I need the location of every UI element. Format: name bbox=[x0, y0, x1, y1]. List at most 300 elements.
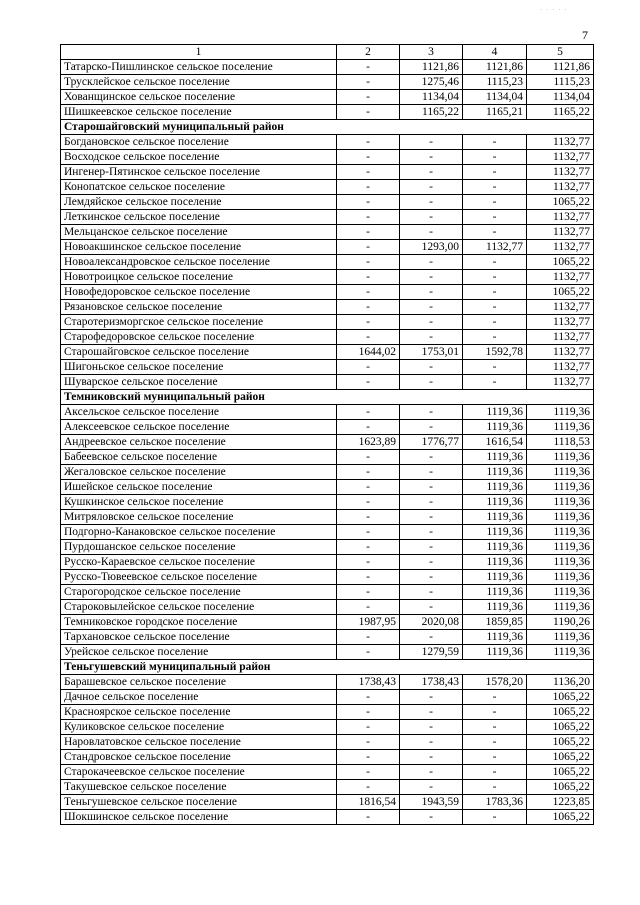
table-row bbox=[61, 465, 594, 480]
table-row bbox=[61, 180, 594, 195]
tariff-value-col-2: - bbox=[337, 285, 400, 300]
table-row bbox=[61, 675, 594, 690]
tariff-value-col-3: - bbox=[400, 630, 463, 645]
tariff-value-col-2: - bbox=[337, 780, 400, 795]
table-row bbox=[61, 135, 594, 150]
tariff-value-col-2: - bbox=[337, 495, 400, 510]
settlement-name: Наровлатовское сельское поселение bbox=[61, 735, 337, 750]
tariff-value-col-4: 1119,36 bbox=[463, 600, 527, 615]
table-row bbox=[61, 735, 594, 750]
tariff-value-col-5: 1119,36 bbox=[527, 630, 594, 645]
settlement-name: Бабеевское сельское поселение bbox=[61, 450, 337, 465]
tariff-value-col-3: - bbox=[400, 270, 463, 285]
tariff-value-col-5: 1165,22 bbox=[527, 105, 594, 120]
tariff-value-col-4: 1119,36 bbox=[463, 525, 527, 540]
tariff-value-col-2: - bbox=[337, 630, 400, 645]
tariff-value-col-2: - bbox=[337, 585, 400, 600]
tariff-value-col-3: - bbox=[400, 165, 463, 180]
tariff-value-col-4: 1616,54 bbox=[463, 435, 527, 450]
tariff-value-col-4: 1119,36 bbox=[463, 465, 527, 480]
settlement-name: Тархановское сельское поселение bbox=[61, 630, 337, 645]
tariff-value-col-3: - bbox=[400, 360, 463, 375]
tariff-value-col-5: 1065,22 bbox=[527, 705, 594, 720]
tariff-value-col-5: 1132,77 bbox=[527, 165, 594, 180]
table-row bbox=[61, 585, 594, 600]
tariff-value-col-5: 1132,77 bbox=[527, 360, 594, 375]
tariff-value-col-3: - bbox=[400, 375, 463, 390]
settlement-name: Подгорно-Канаковское сельское поселение bbox=[61, 525, 337, 540]
tariff-value-col-3: - bbox=[400, 780, 463, 795]
tariff-value-col-4: 1119,36 bbox=[463, 420, 527, 435]
tariff-value-col-5: 1119,36 bbox=[527, 555, 594, 570]
tariff-value-col-2: - bbox=[337, 195, 400, 210]
settlement-name: Старошайговское сельское поселение bbox=[61, 345, 337, 360]
tariff-value-col-3: - bbox=[400, 510, 463, 525]
tariff-value-col-3: 1943,59 bbox=[400, 795, 463, 810]
tariff-value-col-5: 1132,77 bbox=[527, 345, 594, 360]
tariff-value-col-3: - bbox=[400, 195, 463, 210]
district-name: Теньгушевский муниципальный район bbox=[61, 660, 594, 675]
settlement-name: Старофедоровское сельское поселение bbox=[61, 330, 337, 345]
table-row bbox=[61, 255, 594, 270]
tariff-table bbox=[60, 44, 594, 825]
tariff-value-col-3: - bbox=[400, 330, 463, 345]
settlement-name: Шигоньское сельское поселение bbox=[61, 360, 337, 375]
table-row bbox=[61, 555, 594, 570]
tariff-value-col-5: 1119,36 bbox=[527, 525, 594, 540]
tariff-value-col-5: 1132,77 bbox=[527, 240, 594, 255]
tariff-value-col-2: - bbox=[337, 525, 400, 540]
tariff-value-col-4: 1119,36 bbox=[463, 510, 527, 525]
tariff-value-col-2: 1623,89 bbox=[337, 435, 400, 450]
table-row bbox=[61, 150, 594, 165]
tariff-value-col-4: - bbox=[463, 360, 527, 375]
page-number: 7 bbox=[582, 28, 588, 42]
tariff-value-col-4: - bbox=[463, 720, 527, 735]
tariff-value-col-3: - bbox=[400, 540, 463, 555]
tariff-value-col-4: 1119,36 bbox=[463, 555, 527, 570]
tariff-value-col-5: 1132,77 bbox=[527, 330, 594, 345]
settlement-name: Лемдяйское сельское поселение bbox=[61, 195, 337, 210]
table-row bbox=[61, 300, 594, 315]
tariff-value-col-4: 1119,36 bbox=[463, 540, 527, 555]
tariff-value-col-3: - bbox=[400, 285, 463, 300]
tariff-value-col-4: - bbox=[463, 300, 527, 315]
tariff-value-col-5: 1065,22 bbox=[527, 195, 594, 210]
table-row bbox=[61, 375, 594, 390]
tariff-value-col-5: 1119,36 bbox=[527, 465, 594, 480]
settlement-name: Теньгушевское сельское поселение bbox=[61, 795, 337, 810]
settlement-name: Кушкинское сельское поселение bbox=[61, 495, 337, 510]
tariff-value-col-2: - bbox=[337, 180, 400, 195]
tariff-value-col-2: - bbox=[337, 720, 400, 735]
district-header-row bbox=[61, 390, 594, 405]
tariff-value-col-2: - bbox=[337, 360, 400, 375]
table-row bbox=[61, 345, 594, 360]
tariff-value-col-3: 1753,01 bbox=[400, 345, 463, 360]
tariff-value-col-2: - bbox=[337, 255, 400, 270]
tariff-value-col-2: - bbox=[337, 420, 400, 435]
tariff-value-col-4: - bbox=[463, 255, 527, 270]
tariff-value-col-5: 1119,36 bbox=[527, 585, 594, 600]
tariff-value-col-4: 1119,36 bbox=[463, 570, 527, 585]
settlement-name: Леткинское сельское поселение bbox=[61, 210, 337, 225]
tariff-value-col-4: 1578,20 bbox=[463, 675, 527, 690]
tariff-value-col-5: 1065,22 bbox=[527, 780, 594, 795]
tariff-value-col-2: - bbox=[337, 540, 400, 555]
settlement-name: Старокачеевское сельское поселение bbox=[61, 765, 337, 780]
tariff-value-col-5: 1132,77 bbox=[527, 135, 594, 150]
settlement-name: Стандровское сельское поселение bbox=[61, 750, 337, 765]
column-number-row bbox=[61, 45, 594, 60]
tariff-value-col-3: - bbox=[400, 465, 463, 480]
tariff-value-col-5: 1136,20 bbox=[527, 675, 594, 690]
tariff-value-col-5: 1119,36 bbox=[527, 600, 594, 615]
table-row bbox=[61, 420, 594, 435]
tariff-value-col-3: - bbox=[400, 720, 463, 735]
settlement-name: Восходское сельское поселение bbox=[61, 150, 337, 165]
table-row bbox=[61, 645, 594, 660]
table-row bbox=[61, 195, 594, 210]
tariff-value-col-2: - bbox=[337, 810, 400, 825]
column-number: 1 bbox=[61, 45, 337, 60]
tariff-value-col-4: - bbox=[463, 705, 527, 720]
settlement-name: Новофедоровское сельское поселение bbox=[61, 285, 337, 300]
tariff-value-col-3: 1293,00 bbox=[400, 240, 463, 255]
tariff-value-col-3: 1165,22 bbox=[400, 105, 463, 120]
tariff-value-col-3: - bbox=[400, 480, 463, 495]
tariff-value-col-4: 1119,36 bbox=[463, 630, 527, 645]
tariff-value-col-4: - bbox=[463, 330, 527, 345]
table-row bbox=[61, 210, 594, 225]
tariff-value-col-2: - bbox=[337, 150, 400, 165]
table-row bbox=[61, 105, 594, 120]
settlement-name: Русско-Караевское сельское поселение bbox=[61, 555, 337, 570]
settlement-name: Старогородское сельское поселение bbox=[61, 585, 337, 600]
tariff-value-col-3: 1776,77 bbox=[400, 435, 463, 450]
settlement-name: Темниковское городское поселение bbox=[61, 615, 337, 630]
settlement-name: Красноярское сельское поселение bbox=[61, 705, 337, 720]
tariff-value-col-2: 1987,95 bbox=[337, 615, 400, 630]
table-row bbox=[61, 270, 594, 285]
tariff-value-col-2: - bbox=[337, 105, 400, 120]
table-row bbox=[61, 690, 594, 705]
tariff-value-col-5: 1132,77 bbox=[527, 210, 594, 225]
column-number: 5 bbox=[527, 45, 594, 60]
table-row bbox=[61, 435, 594, 450]
tariff-value-col-4: 1119,36 bbox=[463, 495, 527, 510]
tariff-value-col-4: - bbox=[463, 690, 527, 705]
tariff-value-col-2: - bbox=[337, 405, 400, 420]
tariff-value-col-2: - bbox=[337, 90, 400, 105]
tariff-value-col-2: - bbox=[337, 75, 400, 90]
tariff-value-col-5: 1190,26 bbox=[527, 615, 594, 630]
tariff-value-col-4: - bbox=[463, 750, 527, 765]
settlement-name: Татарско-Пишлинское сельское поселение bbox=[61, 60, 337, 75]
settlement-name: Новоакшинское сельское поселение bbox=[61, 240, 337, 255]
settlement-name: Ингенер-Пятинское сельское поселение bbox=[61, 165, 337, 180]
tariff-value-col-4: - bbox=[463, 135, 527, 150]
tariff-value-col-3: - bbox=[400, 735, 463, 750]
tariff-value-col-4: - bbox=[463, 735, 527, 750]
table-body bbox=[61, 45, 594, 825]
table-row bbox=[61, 240, 594, 255]
table-row bbox=[61, 480, 594, 495]
tariff-value-col-5: 1132,77 bbox=[527, 225, 594, 240]
settlement-name: Такушевское сельское поселение bbox=[61, 780, 337, 795]
tariff-value-col-4: - bbox=[463, 165, 527, 180]
tariff-value-col-3: - bbox=[400, 450, 463, 465]
table-row bbox=[61, 330, 594, 345]
settlement-name: Мельцанское сельское поселение bbox=[61, 225, 337, 240]
tariff-value-col-2: - bbox=[337, 735, 400, 750]
tariff-value-col-3: - bbox=[400, 180, 463, 195]
tariff-value-col-4: - bbox=[463, 315, 527, 330]
settlement-name: Шуварское сельское поселение bbox=[61, 375, 337, 390]
tariff-value-col-4: - bbox=[463, 180, 527, 195]
tariff-value-col-5: 1115,23 bbox=[527, 75, 594, 90]
table-row bbox=[61, 510, 594, 525]
tariff-value-col-3: - bbox=[400, 225, 463, 240]
tariff-value-col-3: 1134,04 bbox=[400, 90, 463, 105]
tariff-value-col-4: - bbox=[463, 285, 527, 300]
tariff-value-col-3: - bbox=[400, 570, 463, 585]
tariff-value-col-4: 1132,77 bbox=[463, 240, 527, 255]
tariff-value-col-3: - bbox=[400, 690, 463, 705]
tariff-value-col-2: - bbox=[337, 690, 400, 705]
tariff-value-col-4: - bbox=[463, 375, 527, 390]
tariff-value-col-3: - bbox=[400, 420, 463, 435]
tariff-value-col-2: - bbox=[337, 450, 400, 465]
tariff-value-col-4: - bbox=[463, 810, 527, 825]
district-header-row bbox=[61, 660, 594, 675]
tariff-value-col-2: - bbox=[337, 555, 400, 570]
tariff-value-col-2: 1738,43 bbox=[337, 675, 400, 690]
tariff-value-col-4: - bbox=[463, 780, 527, 795]
tariff-value-col-2: - bbox=[337, 330, 400, 345]
tariff-value-col-5: 1065,22 bbox=[527, 750, 594, 765]
tariff-value-col-3: 1738,43 bbox=[400, 675, 463, 690]
tariff-value-col-2: - bbox=[337, 135, 400, 150]
tariff-value-col-2: - bbox=[337, 240, 400, 255]
tariff-value-col-2: - bbox=[337, 570, 400, 585]
tariff-value-col-5: 1132,77 bbox=[527, 180, 594, 195]
tariff-value-col-2: - bbox=[337, 645, 400, 660]
table-row bbox=[61, 780, 594, 795]
district-name: Темниковский муниципальный район bbox=[61, 390, 594, 405]
settlement-name: Конопатское сельское поселение bbox=[61, 180, 337, 195]
tariff-value-col-2: - bbox=[337, 750, 400, 765]
tariff-value-col-4: - bbox=[463, 150, 527, 165]
table-row bbox=[61, 495, 594, 510]
table-row bbox=[61, 525, 594, 540]
tariff-value-col-2: 1816,54 bbox=[337, 795, 400, 810]
table-row bbox=[61, 315, 594, 330]
tariff-value-col-4: 1119,36 bbox=[463, 450, 527, 465]
settlement-name: Пурдошанское сельское поселение bbox=[61, 540, 337, 555]
tariff-value-col-5: 1119,36 bbox=[527, 510, 594, 525]
column-number: 2 bbox=[337, 45, 400, 60]
settlement-name: Богдановское сельское поселение bbox=[61, 135, 337, 150]
tariff-value-col-4: 1121,86 bbox=[463, 60, 527, 75]
settlement-name: Урейское сельское поселение bbox=[61, 645, 337, 660]
settlement-name: Андреевское сельское поселение bbox=[61, 435, 337, 450]
tariff-value-col-3: - bbox=[400, 300, 463, 315]
tariff-value-col-5: 1065,22 bbox=[527, 285, 594, 300]
district-header-row bbox=[61, 120, 594, 135]
tariff-value-col-5: 1132,77 bbox=[527, 270, 594, 285]
tariff-value-col-2: - bbox=[337, 165, 400, 180]
table-row bbox=[61, 720, 594, 735]
tariff-value-col-3: - bbox=[400, 585, 463, 600]
tariff-value-col-3: - bbox=[400, 600, 463, 615]
tariff-value-col-2: - bbox=[337, 375, 400, 390]
tariff-value-col-2: - bbox=[337, 465, 400, 480]
tariff-value-col-4: 1119,36 bbox=[463, 405, 527, 420]
tariff-value-col-3: - bbox=[400, 750, 463, 765]
tariff-value-col-3: - bbox=[400, 315, 463, 330]
tariff-value-col-2: - bbox=[337, 300, 400, 315]
settlement-name: Новоалександровское сельское поселение bbox=[61, 255, 337, 270]
tariff-value-col-2: - bbox=[337, 210, 400, 225]
tariff-value-col-3: - bbox=[400, 150, 463, 165]
settlement-name: Барашевское сельское поселение bbox=[61, 675, 337, 690]
tariff-value-col-3: 2020,08 bbox=[400, 615, 463, 630]
table-row bbox=[61, 450, 594, 465]
table-row bbox=[61, 165, 594, 180]
tariff-value-col-5: 1119,36 bbox=[527, 405, 594, 420]
settlement-name: Староковылейское сельское поселение bbox=[61, 600, 337, 615]
table-row bbox=[61, 600, 594, 615]
tariff-value-col-5: 1065,22 bbox=[527, 720, 594, 735]
table-row bbox=[61, 765, 594, 780]
tariff-value-col-3: - bbox=[400, 525, 463, 540]
table-row bbox=[61, 75, 594, 90]
tariff-value-col-4: 1859,85 bbox=[463, 615, 527, 630]
tariff-value-col-5: 1065,22 bbox=[527, 765, 594, 780]
tariff-value-col-2: - bbox=[337, 510, 400, 525]
tariff-value-col-5: 1065,22 bbox=[527, 735, 594, 750]
column-number: 4 bbox=[463, 45, 527, 60]
tariff-value-col-4: 1119,36 bbox=[463, 585, 527, 600]
settlement-name: Куликовское сельское поселение bbox=[61, 720, 337, 735]
settlement-name: Русско-Тювеевское сельское поселение bbox=[61, 570, 337, 585]
tariff-value-col-5: 1119,36 bbox=[527, 645, 594, 660]
tariff-value-col-2: - bbox=[337, 225, 400, 240]
tariff-value-col-4: - bbox=[463, 210, 527, 225]
tariff-value-col-5: 1119,36 bbox=[527, 420, 594, 435]
tariff-value-col-2: - bbox=[337, 315, 400, 330]
tariff-value-col-5: 1065,22 bbox=[527, 690, 594, 705]
tariff-value-col-3: 1275,46 bbox=[400, 75, 463, 90]
tariff-value-col-4: 1592,78 bbox=[463, 345, 527, 360]
tariff-value-col-2: - bbox=[337, 705, 400, 720]
table-row bbox=[61, 360, 594, 375]
tariff-value-col-5: 1119,36 bbox=[527, 540, 594, 555]
tariff-value-col-5: 1119,36 bbox=[527, 570, 594, 585]
tariff-value-col-4: - bbox=[463, 765, 527, 780]
settlement-name: Старотеризморгское сельское поселение bbox=[61, 315, 337, 330]
table-row bbox=[61, 540, 594, 555]
settlement-name: Шишкеевское сельское поселение bbox=[61, 105, 337, 120]
settlement-name: Шокшинское сельское поселение bbox=[61, 810, 337, 825]
settlement-name: Рязановское сельское поселение bbox=[61, 300, 337, 315]
tariff-value-col-3: - bbox=[400, 210, 463, 225]
tariff-value-col-3: - bbox=[400, 135, 463, 150]
tariff-value-col-3: - bbox=[400, 555, 463, 570]
tariff-value-col-3: - bbox=[400, 810, 463, 825]
tariff-value-col-2: - bbox=[337, 60, 400, 75]
table-row bbox=[61, 60, 594, 75]
settlement-name: Хованщинское сельское поселение bbox=[61, 90, 337, 105]
tariff-value-col-3: - bbox=[400, 255, 463, 270]
table-row bbox=[61, 810, 594, 825]
tariff-value-col-5: 1223,85 bbox=[527, 795, 594, 810]
tariff-value-col-4: 1134,04 bbox=[463, 90, 527, 105]
tariff-value-col-4: 1119,36 bbox=[463, 480, 527, 495]
settlement-name: Жегаловское сельское поселение bbox=[61, 465, 337, 480]
district-name: Старошайговский муниципальный район bbox=[61, 120, 594, 135]
settlement-name: Новотроицкое сельское поселение bbox=[61, 270, 337, 285]
tariff-value-col-2: - bbox=[337, 480, 400, 495]
table-row bbox=[61, 615, 594, 630]
table-row bbox=[61, 225, 594, 240]
tariff-value-col-4: 1783,36 bbox=[463, 795, 527, 810]
tariff-value-col-2: - bbox=[337, 765, 400, 780]
tariff-value-col-5: 1121,86 bbox=[527, 60, 594, 75]
settlement-name: Митряловское сельское поселение bbox=[61, 510, 337, 525]
tariff-value-col-3: - bbox=[400, 765, 463, 780]
settlement-name: Дачное сельское поселение bbox=[61, 690, 337, 705]
tariff-value-col-4: 1115,23 bbox=[463, 75, 527, 90]
tariff-value-col-5: 1132,77 bbox=[527, 315, 594, 330]
tariff-value-col-3: 1121,86 bbox=[400, 60, 463, 75]
table-row bbox=[61, 705, 594, 720]
tariff-value-col-4: - bbox=[463, 225, 527, 240]
tariff-value-col-2: - bbox=[337, 600, 400, 615]
tariff-value-col-3: 1279,59 bbox=[400, 645, 463, 660]
scan-artifact: · · · · · bbox=[540, 6, 568, 14]
tariff-value-col-3: - bbox=[400, 705, 463, 720]
tariff-value-col-5: 1065,22 bbox=[527, 255, 594, 270]
tariff-value-col-5: 1132,77 bbox=[527, 300, 594, 315]
settlement-name: Ишейское сельское поселение bbox=[61, 480, 337, 495]
tariff-value-col-2: 1644,02 bbox=[337, 345, 400, 360]
column-number: 3 bbox=[400, 45, 463, 60]
tariff-value-col-3: - bbox=[400, 405, 463, 420]
tariff-value-col-5: 1119,36 bbox=[527, 480, 594, 495]
settlement-name: Трусклейское сельское поселение bbox=[61, 75, 337, 90]
tariff-value-col-4: - bbox=[463, 195, 527, 210]
tariff-value-col-4: - bbox=[463, 270, 527, 285]
tariff-value-col-5: 1132,77 bbox=[527, 375, 594, 390]
table-row bbox=[61, 405, 594, 420]
tariff-value-col-5: 1119,36 bbox=[527, 495, 594, 510]
tariff-value-col-4: 1165,21 bbox=[463, 105, 527, 120]
tariff-value-col-2: - bbox=[337, 270, 400, 285]
tariff-value-col-5: 1065,22 bbox=[527, 810, 594, 825]
tariff-value-col-3: - bbox=[400, 495, 463, 510]
tariff-value-col-5: 1118,53 bbox=[527, 435, 594, 450]
table-row bbox=[61, 570, 594, 585]
tariff-value-col-5: 1132,77 bbox=[527, 150, 594, 165]
tariff-value-col-5: 1119,36 bbox=[527, 450, 594, 465]
table-row bbox=[61, 90, 594, 105]
table-row bbox=[61, 750, 594, 765]
table-row bbox=[61, 795, 594, 810]
tariff-value-col-5: 1134,04 bbox=[527, 90, 594, 105]
table-row bbox=[61, 630, 594, 645]
